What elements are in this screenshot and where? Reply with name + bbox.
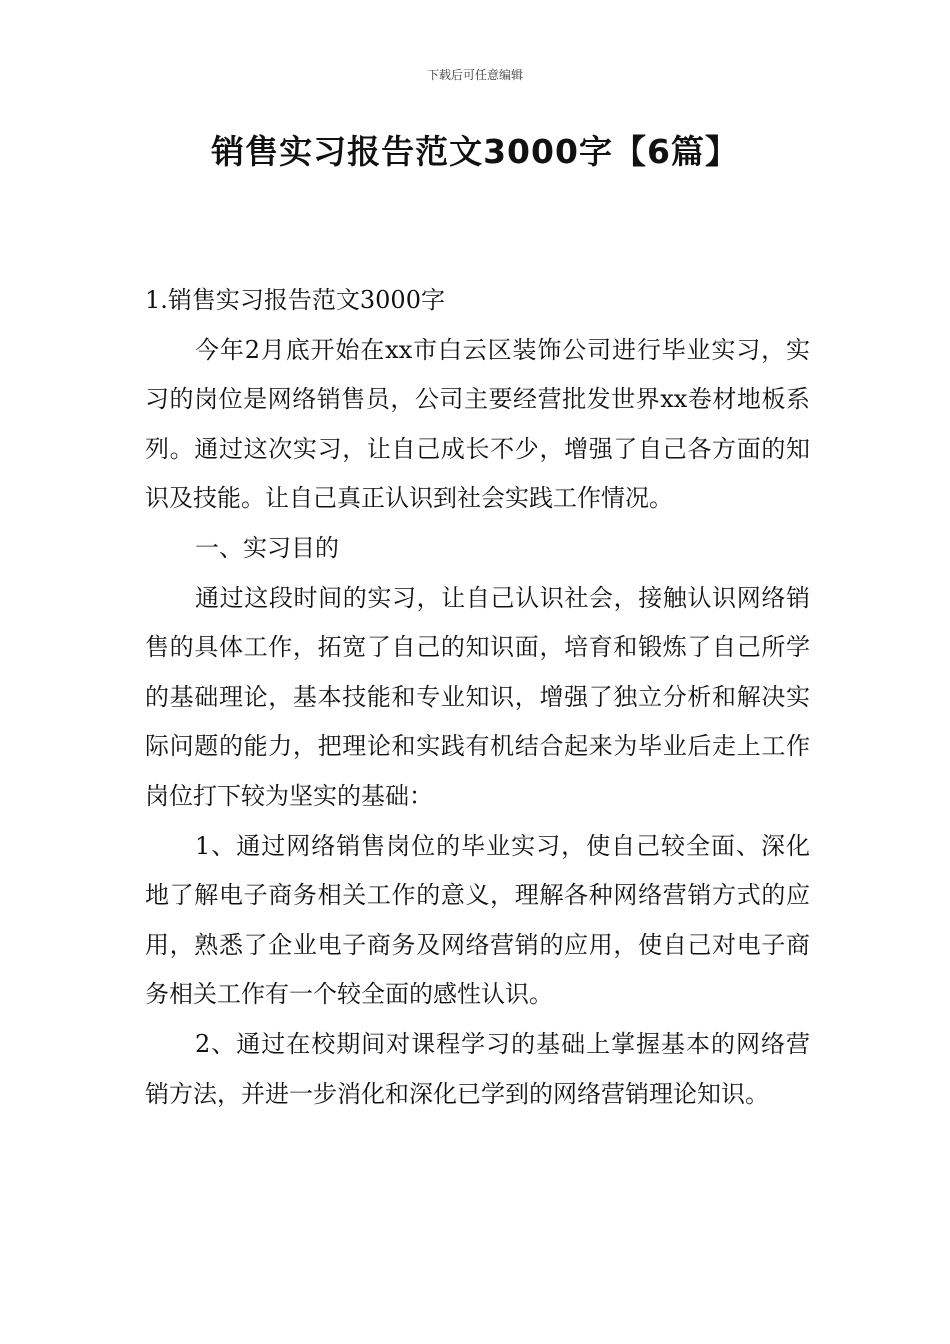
paragraph-intro: 今年2月底开始在xx市白云区装饰公司进行毕业实习，实习的岗位是网络销售员，公司主要经营批发世界xx卷材地板系列。通过这次实习，让自己成长不少，增强了自己各方面的知识及技能。让自己真正认识到社会实践工作情况。 <box>145 335 810 513</box>
paragraph-point-2: 2、通过在校期间对课程学习的基础上掌握基本的网络营销方法，并进一步消化和深化已学到的网络营销理论知识。 <box>145 1029 810 1108</box>
subheading-purpose: 一、实习目的 <box>195 533 339 562</box>
header-note: 下载后可任意编辑 <box>426 68 523 82</box>
document-body <box>145 276 810 1119</box>
paragraph-purpose: 通过这段时间的实习，让自己认识社会，接触认识网络销售的具体工作，拓宽了自己的知识面，培育和锻炼了自己所学的基础理论，基本技能和专业知识，增强了独立分析和解决实际问题的能力，把理论和实践有机结合起来为毕业后走上工作岗位打下较为坚实的基础： <box>145 583 810 810</box>
section-heading: 1.销售实习报告范文3000字 <box>145 286 445 314</box>
document-title: 销售实习报告范文3000字【6篇】 <box>211 132 739 171</box>
paragraph-point-1: 1、通过网络销售岗位的毕业实习，使自己较全面、深化地了解电子商务相关工作的意义，理解各种网络营销方式的应用，熟悉了企业电子商务及网络营销的应用，使自己对电子商务相关工作有一个较全面的感性认识。 <box>145 831 810 1009</box>
